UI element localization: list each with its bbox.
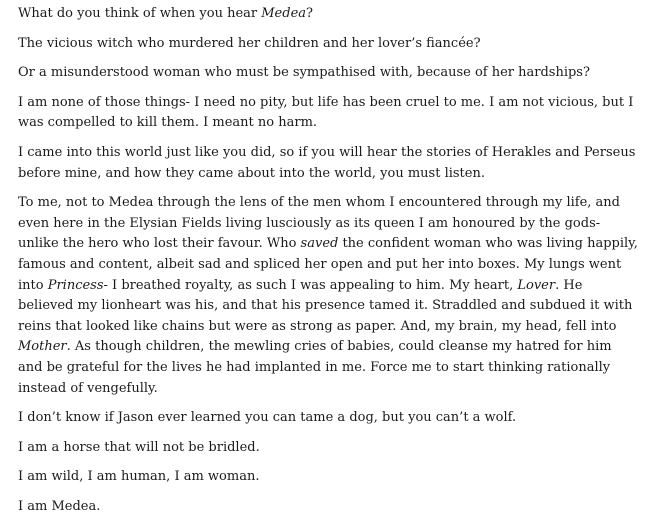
paragraph xyxy=(18,497,640,518)
italic-text: Mother xyxy=(18,339,67,355)
italic-text: Medea xyxy=(261,6,307,21)
text-segment: ? xyxy=(306,6,314,21)
italic-text: Lover xyxy=(517,277,556,293)
text-segment: Or a misunderstood woman who must be sympathised with, because of her hardships? xyxy=(18,65,590,81)
text-segment: I am Medea. xyxy=(18,498,101,514)
italic-text: Princess- xyxy=(47,277,108,293)
text-segment: What do you think of when you hear xyxy=(18,6,262,21)
paragraph xyxy=(18,34,640,55)
text-segment: . As though children, the mewling cries of babies, could cleanse my hatred for him and be grateful for the lives he had implanted in me. Force me to start thinking rationally instead of vengefully. xyxy=(18,339,612,396)
paragraph xyxy=(18,438,640,459)
text-segment: I came into this world just like you did, so if you will hear the stories of Herakles and Perseus before mine, and how they came about into the world, you must listen. xyxy=(18,144,636,181)
paragraph xyxy=(18,143,640,184)
text-segment: I am none of those things- I need no pity, but life has been cruel to me. I am not vicious, but I was compelled to kill them. I meant no harm. xyxy=(18,94,634,131)
paragraph xyxy=(18,63,640,84)
text-segment: the confident woman who was living happily, famous and content, albeit sad and spliced her open and put her into boxes. My lungs went into xyxy=(18,236,638,293)
paragraph xyxy=(18,93,640,134)
text-segment: The vicious witch who murdered her children and her lover’s fiancée? xyxy=(18,35,481,51)
text-segment: I am wild, I am human, I am woman. xyxy=(18,469,260,485)
paragraph xyxy=(18,408,640,429)
paragraph xyxy=(18,193,640,399)
paragraph xyxy=(18,4,640,25)
text-segment: I am a horse that will not be bridled. xyxy=(18,439,260,455)
text-segment: I don’t know if Jason ever learned you can tame a dog, but you can’t a wolf. xyxy=(18,410,517,426)
italic-text: saved xyxy=(300,236,339,252)
text-segment: To me, not to Medea through the lens of the men whom I encountered through my life, and even here in the Elysian Fields living lusciously as its queen I am honoured by the gods- unlike the hero who lost their favour. Who xyxy=(18,195,620,252)
text-segment: I breathed royalty, as such I was appealing to him. My heart, xyxy=(107,277,518,293)
document-body xyxy=(18,4,640,526)
text-segment: . He believed my lionheart was his, and that his presence tamed it. Straddled and subdued it with reins that looked like chains but were as strong as paper. And, my brain, my head, fell into xyxy=(18,277,633,334)
